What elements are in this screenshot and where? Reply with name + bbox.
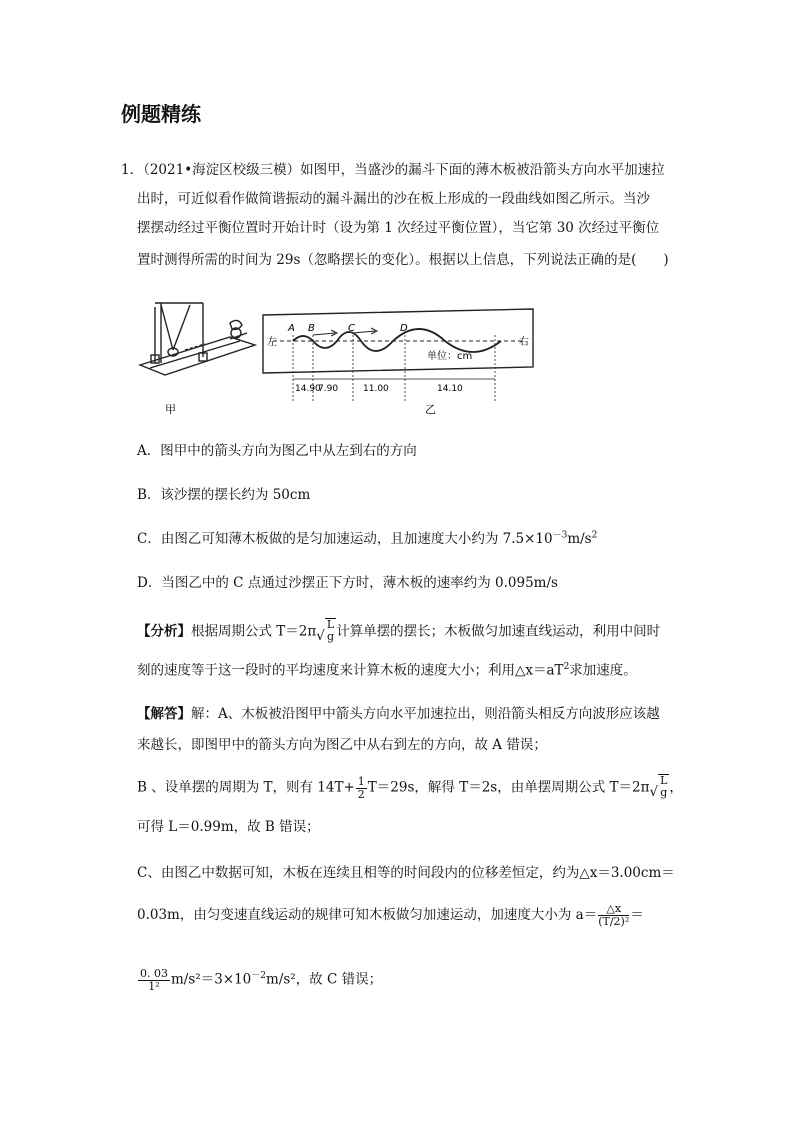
point-d-label: D — [400, 323, 408, 334]
analysis-line-2: 刻的速度等于这一段时的平均速度来计算木板的速度大小；利用$\triangle x=aT^2$求加速度。 — [137, 662, 637, 679]
choice-a: A．图甲中的箭头方向为图乙中从左到右的方向 — [137, 443, 417, 459]
measurement-2: 7.90 — [318, 384, 339, 394]
solution-c-line-1: C、由图乙中数据可知，木板在连续且相等的时间段内的位移差恒定，约为△x＝3.00cm＝ — [137, 865, 675, 881]
solution-b-line-2: 可得 L＝0.99m，故 B 错误； — [137, 819, 320, 835]
solution-line-2: 来越长，即图甲中的箭头方向为图乙中从右到左的方向，故 A 错误； — [137, 737, 547, 753]
experiment-figure — [135, 295, 535, 420]
choice-d: D．当图乙中的 C 点通过沙摆正下方时，薄木板的速率约为 0.095m/s — [137, 575, 558, 591]
question-line-3: 摆摆动经过平衡位置时开始计时（设为第 1 次经过平衡位置），当它第 30 次经过平衡位 — [137, 220, 660, 236]
question-line-4: 置时测得所需的时间为 29s（忽略摆长的变化）。根据以上信息，下列说法正确的是( ) — [137, 252, 669, 268]
figure-jia-apparatus — [140, 303, 255, 375]
unit-label: 单位：cm — [427, 351, 473, 362]
measurement-3: 11.00 — [363, 384, 389, 394]
fraction-dx-over-t2: $\frac{\triangle x}{\text{(T/2)²}}$ — [598, 902, 630, 928]
solution-c-line-2: 0.03m，由匀变速直线运动的规律可知木板做匀加速运动，加速度大小为 a＝ $\frac{\triangle x}{\text{(T/2)²}}$ ＝ — [137, 902, 644, 928]
point-c-label: C — [348, 323, 355, 334]
sqrt-l-over-g-2: √ L g — [649, 774, 668, 800]
figure-jia-label: 甲 — [165, 403, 176, 416]
measurement-1: 14.90 — [295, 384, 321, 394]
section-title: 例题精练 — [121, 102, 201, 126]
question-line-2: 出时，可近似看作做简谐振动的漏斗漏出的沙在板上形成的一段曲线如图乙所示。当沙 — [137, 191, 650, 207]
fraction-one-half: $\frac{1}{2}$ — [357, 774, 365, 801]
analysis-line-1: 【分析】根据周期公式 T＝2π√ L g 计算单摆的摆长；木板做匀加速直线运动，利用中间时 — [137, 618, 661, 644]
left-label: 左 — [267, 337, 277, 348]
figure-yi-label: 乙 — [425, 403, 436, 416]
solution-tag: 【解答】 — [137, 706, 191, 722]
point-a-label: A — [288, 323, 295, 334]
solution-line-1: 【解答】解：A、木板被沿图甲中箭头方向水平加速拉出，则沿箭头相反方向波形应该越 — [137, 706, 660, 722]
sqrt-l-over-g: √ L g — [316, 618, 335, 644]
solution-b-line-1: B 、设单摆的周期为 T，则有 14T+ $\frac{1}{2}$ T＝29s，解得 T＝2s，由单摆周期公式 T＝2π√ L g ， — [137, 774, 683, 801]
choice-c: C．由图乙可知薄木板做的是匀加速运动，且加速度大小约为 $7.5\times 10^{-3}m/s^2$ — [137, 530, 598, 547]
right-label: 右 — [519, 337, 529, 348]
point-b-label: B — [308, 323, 315, 334]
fraction-003-over-1: $\frac{0. 03}{\text{1²}}$ — [140, 966, 168, 993]
choice-b: B．该沙摆的摆长约为 50cm — [137, 487, 311, 503]
measurement-4: 14.10 — [437, 384, 463, 394]
question-line-1: 1．（2021•海淀区校级三模）如图甲，当盛沙的漏斗下面的薄木板被沿箭头方向水平加速拉 — [121, 162, 665, 178]
analysis-tag: 【分析】 — [137, 623, 191, 640]
question-number: 1． — [121, 162, 144, 178]
solution-c-line-3: $\frac{0. 03}{\text{1²}}$ $m/s^2=3\times 10^{-2}m/s^2$，故 C 错误； — [140, 966, 383, 993]
